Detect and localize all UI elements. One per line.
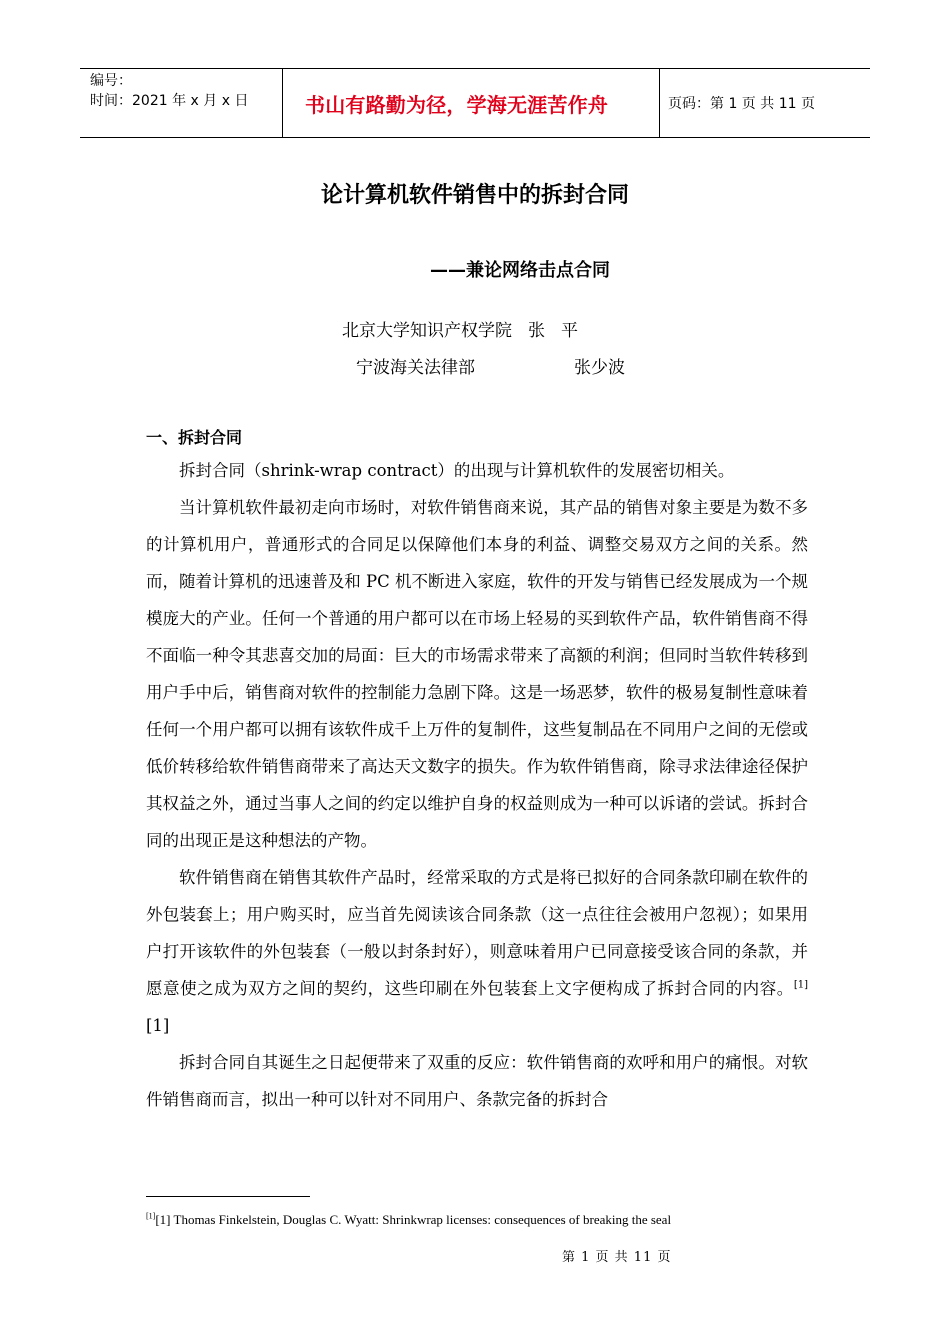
document-header-table xyxy=(80,68,870,138)
author-name: 张平 xyxy=(528,321,594,341)
citation-ref: [1] xyxy=(146,1016,170,1035)
body-text xyxy=(146,452,808,1118)
document-subtitle: ——兼论网络击点合同 xyxy=(430,260,610,281)
paragraph xyxy=(146,859,808,1044)
number-label: 编号： xyxy=(90,73,132,89)
author-affiliation: 宁波海关法律部 xyxy=(356,358,475,378)
paragraph-text: 软件销售商在销售其软件产品时，经常采取的方式是将已拟好的合同条款印刷在软件的外包装套上；用户购买时，应当首先阅读该合同条款（这一点往往会被用户忽视）；如果用户打开该软件的外包装套（一般以封条封好），则意味着用户已同意接受该合同的条款，并愿意使之成为双方之间的契约，这些印刷在外包装套上文字便构成了拆封合同的内容。 xyxy=(146,868,808,998)
paragraph: 拆封合同自其诞生之日起便带来了双重的反应：软件销售商的欢呼和用户的痛恨。对软件销售商而言，拟出一种可以针对不同用户、条款完备的拆封合 xyxy=(146,1053,808,1109)
paragraph: 拆封合同（shrink-wrap contract）的出现与计算机软件的发展密切相关。 xyxy=(179,461,735,480)
motto-text: 书山有路勤为径，学海无涯苦作舟 xyxy=(305,92,608,117)
author-line-1 xyxy=(342,316,594,341)
footnote-separator xyxy=(146,1196,310,1197)
time-label: 时间：2021 年 x 月 x 日 xyxy=(90,93,249,109)
author-affiliation: 北京大学知识产权学院 xyxy=(342,321,512,341)
document-title: 论计算机软件销售中的拆封合同 xyxy=(320,183,629,208)
header-motto-cell xyxy=(282,69,660,137)
page-info: 页码：第 1 页 共 11 页 xyxy=(668,96,815,112)
footnote-marker: [1] xyxy=(793,979,808,991)
author-line-2 xyxy=(356,353,656,378)
paragraph: 当计算机软件最初走向市场时，对软件销售商来说，其产品的销售对象主要是为数不多的计算机用户，普通形式的合同足以保障他们本身的利益、调整交易双方之间的关系。然而，随着计算机的迅速普及和 PC 机不断进入家庭，软件的开发与销售已经发展成为一个规模庞大的产业。任何一个普通的用户都可以在市场上轻易的买到软件产品，软件销售商不得不面临一种令其悲喜交加的局面：巨大的市场需求带来了高额的利润；但同时当软件转移到用户手中后，销售商对软件的控制能力急剧下降。这是一场恶梦，软件的极易复制性意味着任何一个用户都可以拥有该软件成千上万件的复制件，这些复制品在不同用户之间的无偿或低价转移给软件销售商带来了高达天文数字的损失。作为软件销售商，除寻求法律途径保护其权益之外，通过当事人之间的约定以维护自身的权益则成为一种可以诉诸的尝试。拆封合同的出现正是这种想法的产物。 xyxy=(146,498,808,850)
section-heading: 一、拆封合同 xyxy=(146,428,243,447)
footnote-text: [1] Thomas Finkelstein, Douglas C. Wyatt: Shrinkwrap licenses: consequences of breaking the seal xyxy=(155,1212,672,1227)
footnote-marker: [1] xyxy=(146,1211,156,1221)
header-meta-cell xyxy=(80,69,282,137)
page-footer: 第 1 页 共 11 页 xyxy=(562,1250,672,1265)
header-page-cell xyxy=(660,69,870,137)
author-name: 张少波 xyxy=(574,358,625,378)
footnote xyxy=(146,1212,671,1228)
